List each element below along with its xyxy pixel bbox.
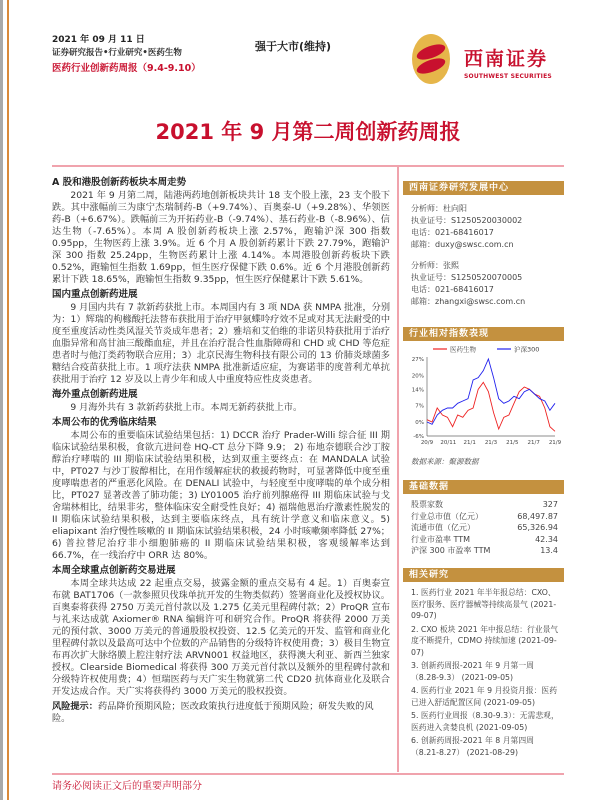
table-row [411,511,558,523]
row-value: 13.4 [540,546,558,555]
x-tick-label: 21/5 [506,440,519,446]
section-body: 本周全球共达成 22 起重点交易，披露金额的重点交易有 4 起。1）百奥泰宣布就 BAT1706（一款参照贝伐珠单抗开发的生物类似药）签署商业化及授权协议。百奥泰将获得 2750 万美元首付款以及 1.275 亿美元里程碑付款；2）ProQR 宣布与礼来达成就 Axiomer® RNA 编辑许可和研究合作。ProQR 将获得 2000 万美元的预付款、3000 万美元的普通股股权投资、12.5 亿美元的开发、监管和商业化里程碑付款以及最高可达中个位数的产品销售的分级特许权使用费；3）极目生物宣布再次扩大脉络膜上腔注射疗法 ARVN001 权益地区，获得澳大利亚、新西兰独家授权。Clearside Biomedical 将获得 300 万美元首付款以及额外的里程碑付款和分级特许权使用费；4）恒瑞医药与天广实生物就第二代 CD20 抗体商业化及联合开发达成合作。天广实将获得约 3000 万美元的股权投资。 [52,578,390,697]
chart-source: 数据来源：聚源数据 [411,457,479,466]
related-link[interactable]: 6. 创新药周报-2021 年 8 月第四周 （8.21-8.27） (2021-08-29) [411,736,534,757]
related-research-header: 相关研究 [403,568,564,582]
row-label: 行业市盈率 TTM [411,534,471,544]
row-label: 股票家数 [411,500,443,509]
basic-data-table [411,499,558,557]
main-column [52,174,390,725]
analyst-email[interactable]: 邮箱：zhangxi@swsc.com.cn [411,297,526,306]
analyst-phone: 电话：021-68416017 [411,285,494,294]
divider-bottom [52,773,564,775]
related-link[interactable]: 2. CXO 板块 2021 年中报总结：行业景气度不断提升，CDMO 持续加速 (2021-09-07) [411,624,559,657]
risk-label: 风险提示： [52,701,98,712]
relative-index-chart [403,342,564,452]
risk-warning [52,701,390,725]
section-heading: 本周全球重点创新药交易进展 [52,565,176,576]
y-tick-label: 14% [411,387,424,394]
y-tick-label: 7% [415,403,424,410]
x-tick-label: 21/3 [484,440,498,446]
rating: 强于大市(维持) [255,40,332,53]
row-label: 流通市值（亿元） [411,523,475,532]
related-link[interactable]: 3. 创新药周报-2021 年 9 月第一周 （8.28-9.3） (2021-09-05) [411,661,534,682]
row-value: 42.34 [535,534,558,544]
row-label: 沪深 300 市盈率 TTM [411,546,491,555]
x-tick-label: 20/9 [420,440,434,446]
related-link[interactable]: 4. 医药行业 2021 年 9 月投资月报：医药已进入舒适配置区间 (2021-09-05) [411,686,557,707]
related-research-list [411,587,561,760]
page-title: 2021 年 9 月第二周创新药周报 [155,120,461,144]
logo-emblem-icon [412,34,450,84]
analyst-1 [411,203,522,251]
logo-text-en: SOUTHWEST SECURITIES [464,73,552,80]
divider-top [52,165,564,167]
y-tick-label: 27% [411,357,424,363]
basic-data-header: 基础数据 [403,480,564,494]
analyst-cert: 执业证号：S1250520070005 [411,273,523,282]
x-tick-label: 21/9 [548,440,562,446]
section-heading: A 股和港股创新药板块本周走势 [52,177,187,188]
left-edge-bar [0,0,3,800]
y-tick-label: -6% [413,434,424,440]
legend-label: 沪深300 [514,345,540,354]
analyst-name: 分析师：张熙 [411,261,459,270]
report-series: 医药行业创新药周报（9.4-9.10） [52,63,201,74]
series-line-医药生物 [427,382,555,431]
row-label: 行业总市值（亿元） [411,511,483,521]
section-heading: 国内重点创新药进展 [52,289,138,300]
report-date: 2021 年 09 月 11 日 [52,35,145,45]
analyst-cert: 执业证号：S1250520030002 [411,216,523,225]
analyst-phone: 电话：021-68416017 [411,228,494,237]
research-center-header: 西南证券研究发展中心 [403,181,564,195]
analyst-2 [411,260,525,308]
x-tick-label: 20/11 [440,440,457,446]
section-heading: 海外重点创新药进展 [52,389,138,400]
row-value: 327 [542,500,558,509]
x-tick-label: 21/7 [527,440,540,446]
y-tick-label: 0% [415,420,424,426]
related-link[interactable]: 5. 医药行业周报（8.30-9.3）：无需悲观，医药进入贪婪良机 (2021-09-05) [411,711,559,732]
company-logo [412,34,562,86]
report-category: 证券研究报告•行业研究•医药生物 [52,48,182,58]
row-value: 68,497.87 [517,511,558,521]
section-heading: 本周公布的优秀临床结果 [52,417,157,428]
footer-disclaimer: 请务必阅读正文后的重要声明部分 [52,781,202,792]
analyst-name: 分析师：杜向阳 [411,204,467,213]
column-divider [397,167,399,772]
logo-text-cn: 西南证券 [464,48,549,70]
x-tick-label: 21/1 [463,440,476,446]
section-body: 2021 年 9 月第二周，陆港两药地创新板块共计 18 支个股上涨，23 支个股下跌。其中涨幅前三为康宁杰瑞制药-B（+9.74%）、百奥泰-U（+9.28%）、华领医药-B（+6.67%）。跌幅前三为开拓药业-B（-9.74%）、基石药业-B（-8.96%）、信达生物（-7.65%）。本周 A 股创新药板块上涨 2.57%，跑输沪深 300 指数 0.95pp，生物医药上涨 3.9%。近 6 个月 A 股创新药累计下跌 27.79%，跑输沪深 300 指数 25.24pp，生物医药累计上涨 4.14%。本周港股创新药板块下跌 0.52%，跑输恒生指数 1.69pp，恒生医疗保健下跌 0.6%。近 6 个月港股创新药累计下跌 18.65%，跑输恒生指数 9.35pp，恒生医疗保健累计下跌 5.61%。 [52,190,390,285]
index-chart-header: 行业相对指数表现 [403,327,564,341]
table-row [411,545,558,557]
table-row [411,534,558,546]
section-body: 9 月海外共有 3 款新药获批上市。本周无新药获批上市。 [70,402,303,413]
table-row [411,522,558,534]
section-body: 本周公布的重要临床试验结果包括：1) DCCR 治疗 Prader-Willi 综合征 III 期临床试验结果积极，食欲亢进问卷 HQ-CT 总分下降 9.9； 2) 布地奈德联合沙丁胺醇治疗哮喘的 III 期临床试验结果积极，达到双重主要终点：在 MANDALA 试验中，PT027 与沙丁胺醇相比，在用作缓解症状的救援药物时，可显著降低中度至重度哮喘患者的严重恶化风险。在 DENALI 试验中，与轻度至中度哮喘的单个成分相比，PT027 显著改善了肺功能；3) LY01005 治疗前列腺癌得 III 期临床试验与戈舍瑞林相比，结果非劣，整体临床安全耐受性良好；4) 福瑞他恩治疗激素性脱发的 II 期临床试验结果积极，达到主要临床终点，具有统计学意义和临床意义。5) eliapixant 治疗慢性咳嗽的 II 期临床试验结果积极，24 小时咳嗽频率降低 27%；6) 普拉替尼治疗非小细胞肺癌的 II 期临床试验结果积极，客观缓解率达到 66.7%，在一线治疗中 ORR 达 80%。 [52,430,390,561]
left-edge-line [7,0,9,800]
legend-label: 医药生物 [450,345,476,354]
y-tick-label: 20% [411,373,424,380]
risk-text: 药品降价预期风险；医改政策执行进度低于预期风险；研发失败的风险。 [52,701,374,724]
series-line-沪深300 [427,359,555,424]
analyst-email[interactable]: 邮箱：duxy@swsc.com.cn [411,240,514,249]
row-value: 65,326.94 [517,523,558,532]
section-body: 9 月国内共有 7 款新药获批上市。本周国内有 3 项 NDA 获 NMPA 批准，分别为：1）辉瑞的枸橼酸托法替布获批用于治疗甲氨蝶呤疗效不足或对其无法耐受的中度至重度活动性类风湿关节炎成年患者；2）雅培和艾伯维的非诺贝特获批用于治疗血脂异常和高甘油三酸酯血症，并且在治疗混合性血脂障碍和 CHD 或 CHD 等危症患者时与他汀类药物联合应用；3）北京民海生物科技有限公司的 13 价肺炎球菌多糖结合疫苗获批上市。1 项疗法获 NMPA 批准新适应症，为赛诺菲的度普利尤单抗获批用于治疗 12 岁及以上青少年和成人中重度特应性皮炎患者。 [52,302,391,385]
table-row [411,499,558,511]
related-link[interactable]: 1. 医药行业 2021 年半年报总结：CXO、医疗服务、医疗器械等持续高景气 (2021-09-07) [411,588,557,620]
